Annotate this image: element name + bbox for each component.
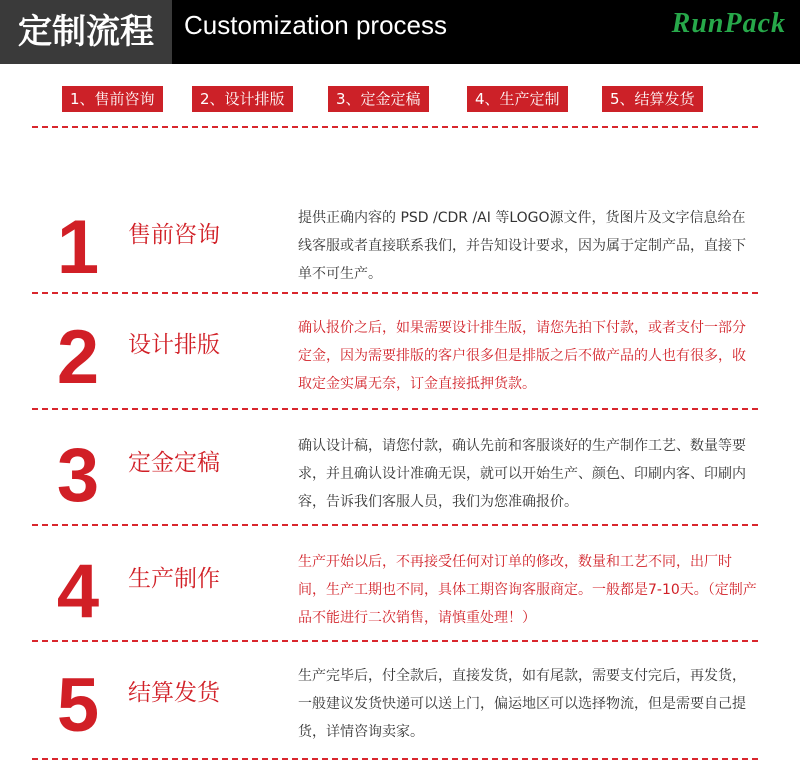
divider: [32, 758, 758, 760]
step-title: 定金定稿: [128, 450, 220, 476]
process-row-3: [0, 420, 800, 534]
step-number: 2: [56, 315, 100, 400]
header-bar: [0, 0, 800, 64]
process-row-1: [0, 192, 800, 306]
step-tab-5: 5、结算发货: [602, 86, 703, 112]
step-description: 确认报价之后，如果需要设计排生版，请您先拍下付款，或者支付一部分定金，因为需要排版的客户很多但是排版之后不做产品的人也有很多，收取定金实属无奈，订金直接抵押货款。: [298, 320, 746, 392]
step-number: 1: [56, 205, 100, 290]
step-number: 3: [56, 433, 100, 518]
step-title: 设计排版: [128, 332, 220, 358]
divider: [32, 640, 758, 642]
step-description: 生产开始以后，不再接受任何对订单的修改，数量和工艺不同，出厂时间，生产工期也不同，具体工期咨询客服商定。一般都是7-10天。（定制产品不能进行二次销售，请慎重处理！）: [298, 554, 757, 626]
step-number: 5: [56, 663, 100, 748]
page-title: 定制流程: [0, 0, 172, 64]
divider: [32, 292, 758, 294]
step-number: 4: [56, 549, 100, 634]
divider: [32, 126, 758, 128]
step-description: 提供正确内容的 PSD /CDR /AI 等LOGO源文件，货图片及文字信息给在线客服或者直接联系我们，并告知设计要求，因为属于定制产品，直接下单不可生产。: [298, 210, 746, 282]
step-tab-2: 2、设计排版: [192, 86, 293, 112]
step-description: 生产完毕后，付全款后，直接发货，如有尾款，需要支付完后，再发货，一般建议发货快递可以送上门，偏运地区可以选择物流，但是需要自己提货，详情咨询卖家。: [298, 668, 746, 740]
process-row-2: [0, 302, 800, 416]
process-row-4: [0, 536, 800, 650]
step-tabs: [62, 86, 762, 112]
step-title: 售前咨询: [128, 222, 220, 248]
divider: [32, 524, 758, 526]
step-tab-1: 1、售前咨询: [62, 86, 163, 112]
step-tab-4: 4、生产定制: [467, 86, 568, 112]
step-description: 确认设计稿，请您付款，确认先前和客服谈好的生产制作工艺、数量等要求，并且确认设计准确无误，就可以开始生产、颜色、印刷内客、印刷内容，告诉我们客服人员，我们为您准确报价。: [298, 438, 746, 510]
brand-logo: RunPack: [671, 8, 786, 39]
divider: [32, 408, 758, 410]
page-subtitle: Customization process: [184, 10, 447, 40]
step-tab-3: 3、定金定稿: [328, 86, 429, 112]
step-title: 生产制作: [128, 566, 220, 592]
process-row-5: [0, 650, 800, 764]
step-title: 结算发货: [128, 680, 220, 706]
